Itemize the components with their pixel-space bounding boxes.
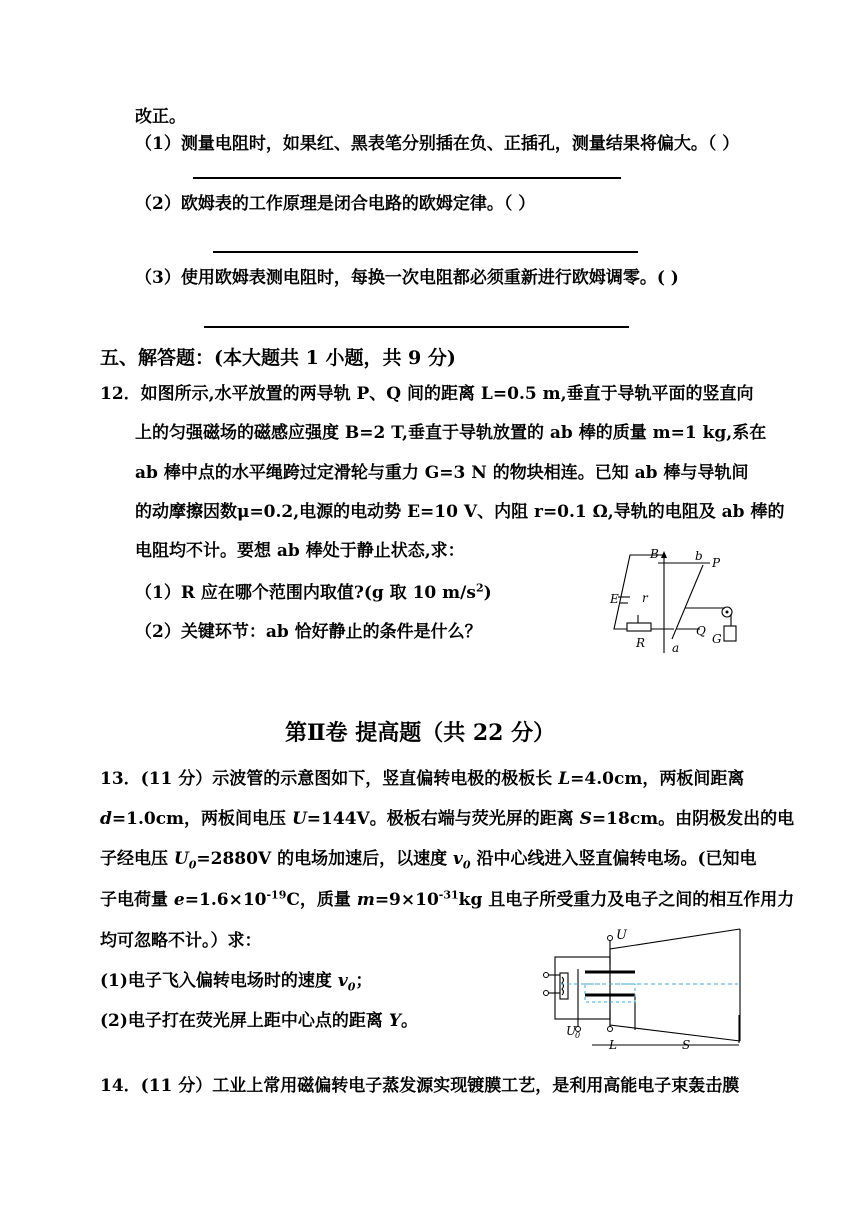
- q12-sub-1: [135, 582, 492, 604]
- q13-l1-a: 13．(11 分）示波管的示意图如下，竖直偏转电极的极板长: [100, 769, 559, 789]
- label-u: U: [616, 928, 627, 943]
- answer-line-2: [213, 251, 638, 253]
- tube-bottom: [610, 1010, 740, 1041]
- q13-l4-e: kg 且电子所受重力及电子之间的相互作用力: [458, 890, 795, 910]
- q13-l2-var1: d: [100, 809, 112, 829]
- label-b-end: b: [695, 549, 703, 563]
- q13-l4-a: 子电荷量: [100, 890, 174, 910]
- q13-line-2: [100, 808, 794, 830]
- q13-l3-b: =2880V 的电场加速后，以速度: [196, 849, 453, 869]
- label-u0: U: [566, 1024, 577, 1038]
- q12-sub-1-close: ): [483, 583, 492, 603]
- q13-s2-b: 。: [400, 1011, 418, 1031]
- q13-l2-b: =144V。极板右端与荧光屏的距离: [306, 809, 580, 829]
- q13-l3-var: U: [173, 849, 189, 869]
- q13-l2-var2: U: [291, 809, 307, 829]
- label-e: E: [610, 592, 619, 606]
- continued-text: 改正。: [135, 107, 186, 127]
- resistor: [627, 623, 651, 631]
- oscilloscope-tube-figure: [540, 925, 746, 1053]
- answer-line-3: [204, 326, 629, 328]
- label-q: Q: [696, 624, 706, 638]
- q13-l2-var3: S: [579, 809, 592, 829]
- q12-sub-2: （2）关键环节：ab 恰好静止的条件是什么？: [135, 622, 482, 642]
- q12-line-4: 的动摩擦因数μ=0.2,电源的电动势 E=10 V、内阻 r=0.1 Ω,导轨的电阻及 ab 棒的: [135, 502, 785, 522]
- q13-l1-b: =4.0cm，两板间距离: [570, 769, 745, 789]
- q13-l4-var: e: [173, 890, 185, 910]
- q12-sub-1-text: （1）R 应在哪个范围内取值?(g 取 10 m/s: [135, 583, 476, 603]
- judge-item-1: （1）测量电阻时，如果红、黑表笔分别插在负、正插孔，测量结果将偏大。（ ）: [135, 134, 740, 154]
- q12-line-5: 电阻均不计。要想 ab 棒处于静止状态,求：: [135, 541, 465, 561]
- answer-line-1: [193, 177, 621, 179]
- q13-line-3: [100, 848, 757, 870]
- label-r: r: [642, 591, 648, 605]
- label-p: P: [712, 556, 721, 570]
- q13-s1-var: v: [337, 971, 348, 991]
- q12-sub-1-sup: 2: [475, 581, 484, 595]
- q13-sub-2: [100, 1010, 418, 1032]
- q13-l3-c: 沿中心线进入竖直偏转电场。(已知电: [470, 849, 757, 869]
- q13-sub-1: [100, 970, 372, 992]
- q13-l3-a: 子经电压: [100, 849, 174, 869]
- label-a: a: [672, 641, 680, 655]
- block-g: [724, 626, 736, 641]
- rail-circuit-figure: [600, 545, 760, 657]
- q13-line-5: 均可忽略不计。）求：: [100, 931, 262, 951]
- q13-line-1: [100, 768, 744, 790]
- q12-line-1: 12．如图所示,水平放置的两导轨 P、Q 间的距离 L=0.5 m,垂直于导轨平面的竖直向: [100, 384, 754, 404]
- q13-l4-sup2: -31: [438, 888, 459, 902]
- q13-s1-sub: 0: [347, 980, 356, 994]
- tube-top: [610, 929, 740, 965]
- q13-l2-a: =1.0cm，两板间电压: [111, 809, 292, 829]
- q13-l4-var2: m: [356, 890, 375, 910]
- q13-l4-c: C，质量: [286, 890, 357, 910]
- label-b-field: B: [650, 547, 659, 561]
- section-heading: 五、解答题：(本大题共 1 小题，共 9 分): [100, 347, 456, 369]
- q13-l1-var: L: [558, 769, 571, 789]
- q13-l3-sub2: 0: [462, 858, 471, 872]
- q13-l3-var2: v: [453, 849, 463, 869]
- q13-l2-c: =18cm。由阴极发出的电: [591, 809, 795, 829]
- label-u0-sub: 0: [575, 1031, 581, 1040]
- q13-l4-sup: -19: [266, 888, 287, 902]
- q12-line-3: ab 棒中点的水平绳跨过定滑轮与重力 G=3 N 的物块相连。已知 ab 棒与导轨间: [135, 463, 749, 483]
- q13-s2-a: (2)电子打在荧光屏上距中心点的距离: [100, 1011, 389, 1031]
- judge-item-2: （2）欧姆表的工作原理是闭合电路的欧姆定律。（ ）: [135, 194, 536, 214]
- q13-line-4: [100, 889, 794, 911]
- q13-l4-b: =1.6×10: [184, 890, 267, 910]
- part2-title: 第Ⅱ卷 提高题（共 22 分）: [285, 720, 556, 746]
- label-l: L: [609, 1038, 617, 1052]
- q13-l4-d: =9×10: [374, 890, 439, 910]
- label-resistor: R: [636, 636, 646, 650]
- q13-l3-sub: 0: [188, 858, 197, 872]
- q14-line-1: 14．(11 分）工业上常用磁偏转电子蒸发源实现镀膜工艺，是利用高能电子束轰击膜: [100, 1076, 740, 1096]
- q13-s1-b: ；: [355, 971, 373, 991]
- judge-item-3: （3）使用欧姆表测电阻时，每换一次电阻都必须重新进行欧姆调零。( ): [135, 268, 679, 288]
- label-s: S: [682, 1038, 691, 1052]
- q13-s1-a: (1)电子飞入偏转电场时的速度: [100, 971, 338, 991]
- q13-s2-var: Y: [388, 1011, 401, 1031]
- label-g: G: [712, 632, 722, 646]
- q12-line-2: 上的匀强磁场的磁感应强度 B=2 T,垂直于导轨放置的 ab 棒的质量 m=1 kg,系在: [135, 423, 767, 443]
